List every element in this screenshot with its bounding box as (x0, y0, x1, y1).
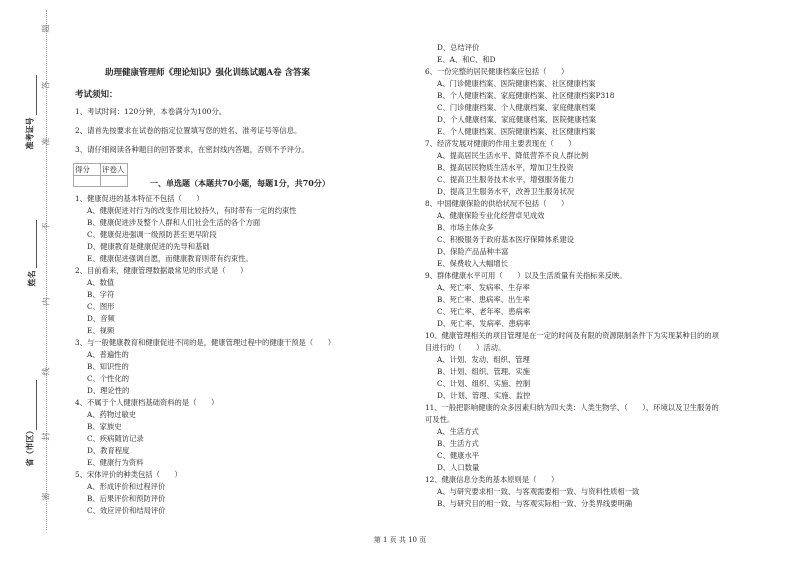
question-stem: 10、健康管理相关的项目管理是在一定的时间及有限的资源限制条件下为实现某种目的的项 (425, 331, 719, 340)
exam-id-label: 准考证号 (24, 117, 35, 150)
answer-option: A、健康保险专业化经营卓见成效 (437, 211, 545, 220)
answer-option: C、个性化的 (87, 374, 130, 383)
answer-option: C、疾病随访记录 (87, 434, 144, 443)
answer-option: E、个人健康档案、医院健康档案、社区健康档案 (437, 127, 596, 136)
grader-cell[interactable] (101, 176, 128, 187)
answer-option: C、死亡率、老年率、患病率 (437, 307, 531, 316)
answer-option: A、数值 (87, 278, 115, 287)
answer-option: C、健康促进强调一级预防甚至更早阶段 (87, 230, 217, 239)
answer-option: D、保险产品品种丰富 (437, 247, 509, 256)
answer-option: B、后果评价和预防评价 (87, 494, 166, 503)
question-stem: 4、不属于个人健康档基础资料的是（ ） (75, 398, 219, 407)
question-stem: 11、一般把影响健康的众多因素归纳为四大类：人类生物学、（ ）、环境以及卫生服务的 (425, 403, 719, 412)
section-heading: 一、单选题（本题共70小题，每题1分，共70分） (150, 178, 330, 188)
answer-option: B、死亡率、患病率、出生率 (437, 295, 530, 304)
answer-option: D、健康教育是健康促进的先导和基础 (87, 242, 210, 251)
answer-option: B、与研究目的相一致、与客观实际相一致、分类界线要明确 (437, 499, 633, 508)
score-table (73, 163, 128, 187)
seal-char: 线 (41, 367, 51, 376)
answer-option: A、普遍性的 (87, 350, 129, 359)
answer-option: D、计划、管理、实施、监控 (437, 391, 531, 400)
name-blank (36, 220, 37, 268)
answer-option: D、理论性的 (87, 386, 130, 395)
right-column (425, 42, 719, 510)
answer-option: B、市场主体众多 (437, 223, 494, 232)
answer-option: E、健康促进强调自愿，而健康教育则带有约束性。 (87, 254, 253, 263)
answer-option: C、效应评价和结局评价 (87, 506, 166, 515)
notice-item: 1、考试时间：120分钟，本卷满分为100分。 (75, 107, 227, 116)
answer-option: D、音频 (87, 314, 115, 323)
answer-option: E、健康行为资料 (87, 458, 144, 467)
answer-option: A、计划、发动、组织、管理 (437, 355, 530, 364)
province-label: 省（市区） (24, 426, 35, 467)
question-stem: 12、健康信息分类的基本原则是（ ） (425, 475, 559, 484)
answer-option: E、A、和C、和D (437, 55, 496, 64)
question-stem: 8、中国健康保险的供给状况不包括（ ） (425, 199, 569, 208)
answer-option: A、门诊健康档案、医院健康档案、社区健康档案 (437, 79, 596, 88)
answer-option: B、家族史 (87, 422, 122, 431)
question-stem-continued: 目进行的（ ）活动。 (425, 343, 506, 352)
question-stem: 3、与一般健康教育和健康促进不同的是，健康管理过程中的健康干预是（ ） (75, 338, 336, 347)
seal-char: 封 (41, 432, 51, 441)
answer-option: A、死亡率、发病率、生存率 (437, 283, 530, 292)
answer-option: A、形成评价和过程评价 (87, 482, 166, 491)
seal-char: 答 (41, 81, 51, 90)
answer-option: D、教育程度 (87, 446, 130, 455)
answer-option: D、总结评价 (437, 43, 480, 52)
seal-char: 题 (41, 24, 51, 33)
seal-char: 密 (41, 492, 51, 501)
question-stem-continued: 可及性。 (425, 415, 455, 424)
answer-option: B、健康促进涉及整个人群和人们社会生活的各个方面 (87, 218, 261, 227)
answer-option: B、提高居民物质生活水平，增加卫生投资 (437, 163, 574, 172)
page-footer: 第 1 页 共 10 页 (373, 536, 427, 544)
grader-header: 评卷人 (101, 164, 128, 176)
answer-option: A、与研究要求相一致、与客观需要相一致、与资料性质相一致 (437, 487, 640, 496)
answer-option: C、提高卫生服务技术水平，增强服务能力 (437, 175, 574, 184)
answer-option: A、生活方式 (437, 427, 479, 436)
notice-item: 2、请首先按要求在试卷的指定位置填写您的姓名、准考证号等信息。 (75, 126, 302, 135)
page-title: 助理健康管理师《理论知识》强化训练试题A卷 含答案 (105, 68, 311, 78)
province-blank (36, 380, 37, 430)
left-column (75, 193, 335, 517)
answer-option: C、积极服务于政府基本医疗保障体系建设 (437, 235, 574, 244)
answer-option: A、健康促进对行为的改变作用比较持久，有时带有一定的约束性 (87, 206, 297, 215)
answer-option: C、健康水平 (437, 451, 480, 460)
seal-char: 内 (41, 297, 51, 306)
notice-heading: 考试须知： (75, 90, 118, 100)
answer-option: A、药物过敏史 (87, 410, 137, 419)
answer-option: B、计划、组织、管理、实施 (437, 367, 530, 376)
exam-id-blank (36, 75, 37, 115)
answer-option: C、门诊健康档案、个人健康档案、家庭健康档案 (437, 103, 596, 112)
question-stem: 9、群体健康水平可用（ ）以及生活质量有关指标来反映。 (425, 271, 627, 280)
question-stem: 6、一份完整的居民健康档案应包括（ ） (425, 67, 569, 76)
answer-option: E、保费收入大幅增长 (437, 259, 508, 268)
name-label: 姓名 (26, 270, 37, 287)
answer-option: B、个人健康档案、家庭健康档案、社区健康档案P318 (437, 91, 615, 100)
answer-option: B、生活方式 (437, 439, 479, 448)
answer-option: D、人口数量 (437, 463, 480, 472)
seal-char: 不 (41, 222, 51, 231)
score-header: 得分 (74, 164, 101, 176)
answer-option: D、死亡率、发病率、患病率 (437, 319, 531, 328)
question-stem: 7、经济发展对健康的作用主要表现在（ ） (425, 139, 576, 148)
answer-option: A、提高居民生活水平、降低营养不良人群比例 (437, 151, 589, 160)
answer-option: D、提高卫生服务水平，改善卫生服务状况 (437, 187, 575, 196)
answer-option: D、个人健康档案、家庭健康档案、医院健康档案 (437, 115, 597, 124)
question-stem: 5、宋体评价的种类包括（ ） (75, 470, 182, 479)
answer-option: E、视频 (87, 326, 115, 335)
notice-item: 3、请仔细阅读各种题目的回答要求，在密封线内答题，否则不予评分。 (75, 145, 309, 154)
answer-option: C、图形 (87, 302, 115, 311)
question-stem: 1、健康促进的基本特征不包括（ ） (75, 194, 204, 203)
seal-char: 准 (41, 137, 51, 146)
question-stem: 2、目前看来，健康管理数据最常见的形式是（ ） (75, 266, 248, 275)
score-cell[interactable] (74, 176, 101, 187)
answer-option: B、知识性的 (87, 362, 129, 371)
answer-option: C、计划、组织、实施、控制 (437, 379, 531, 388)
answer-option: B、字符 (87, 290, 115, 299)
